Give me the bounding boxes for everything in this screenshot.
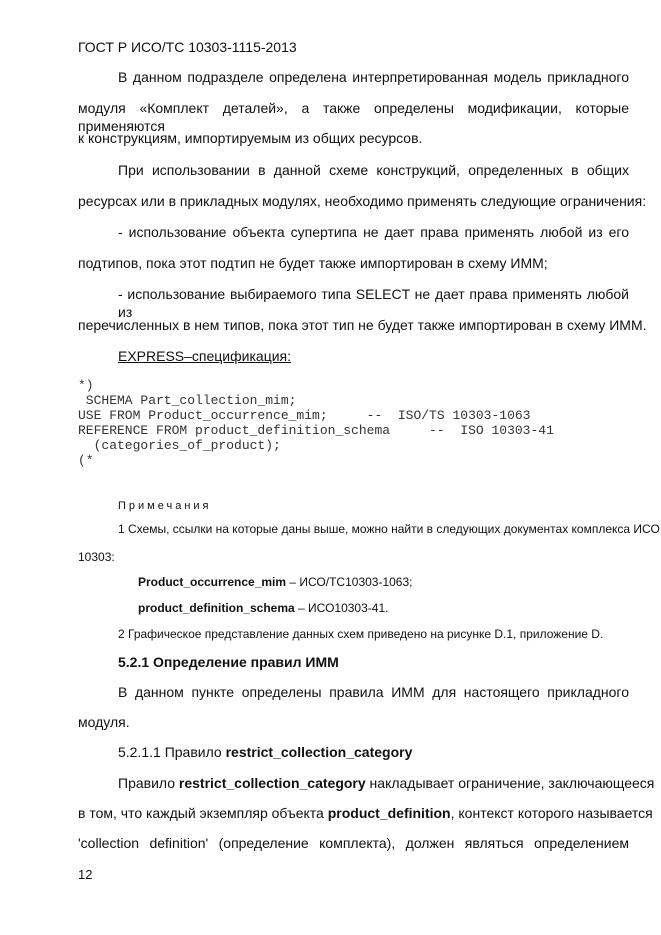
text-run: накладывает ограничение, заключающееся xyxy=(365,775,655,791)
express-heading: EXPRESS–спецификация: xyxy=(118,348,291,364)
list-item-line: - использование объекта супертипа не дает права применять любой из его xyxy=(118,224,629,240)
paragraph-line: ресурсах или в прикладных модулях, необходимо применять следующие ограничения: xyxy=(78,193,647,209)
text-run: , контекст которого называется xyxy=(450,805,653,821)
list-item-line: - использование выбираемого типа SELECT не дает права применять любой из xyxy=(118,286,629,320)
paragraph-line xyxy=(78,804,653,822)
rule-name: restrict_collection_category xyxy=(225,744,413,760)
entity-name: product_definition xyxy=(327,805,451,821)
paragraph-line xyxy=(118,774,654,792)
code-line: USE FROM Product_occurrence_mim; -- ISO/TS 10303-1063 xyxy=(78,408,531,423)
note-line: 1 Схемы, ссылки на которые даны выше, можно найти в следующих документах комплекса ИСО xyxy=(118,522,660,536)
page-number: 12 xyxy=(78,867,93,882)
code-line: *) xyxy=(78,378,94,393)
list-item-line: перечисленных в нем типов, пока этот тип не будет также импортирован в схему ИММ. xyxy=(78,317,647,333)
heading-prefix: 5.2.1.1 Правило xyxy=(118,744,226,760)
subsection-heading xyxy=(118,743,412,761)
reference-schema-name: product_definition_schema xyxy=(138,601,295,615)
reference-document: – ИСО10303-41. xyxy=(294,601,389,615)
notes-title: Примечания xyxy=(118,500,212,512)
paragraph-line: модуля. xyxy=(78,714,130,730)
reference-schema-name: Product_occurrence_mim xyxy=(138,575,287,589)
code-line: SCHEMA Part_collection_mim; xyxy=(78,393,297,408)
code-line: (* xyxy=(78,453,94,468)
rule-name: restrict_collection_category xyxy=(178,775,366,791)
note-line: 2 Графическое представление данных схем приведено на рисунке D.1, приложение D. xyxy=(118,627,604,641)
text-run: Правило xyxy=(118,775,179,791)
code-line: REFERENCE FROM product_definition_schema -- ISO 10303-41 xyxy=(78,423,554,438)
paragraph-line: к конструкциям, импортируемым из общих ресурсов. xyxy=(78,130,423,146)
paragraph-line: При использовании в данной схеме конструкций, определенных в общих xyxy=(118,162,629,178)
list-item-line: подтипов, пока этот подтип не будет также импортирован в схему ИММ; xyxy=(78,255,548,271)
paragraph-line: В данном пункте определены правила ИММ для настоящего прикладного xyxy=(118,684,629,700)
document-header: ГОСТ Р ИСО/ТС 10303-1115-2013 xyxy=(78,39,297,55)
text-run: в том, что каждый экземпляр объекта xyxy=(78,805,328,821)
code-line: (categories_of_product); xyxy=(78,438,281,453)
paragraph-line: В данном подразделе определена интерпретированная модель прикладного xyxy=(118,69,629,85)
paragraph-line: модуля «Комплект деталей», а также определены модификации, которые применяются xyxy=(78,100,629,134)
paragraph-line: 'collection definition' (определение комплекта), должен являться определением xyxy=(78,835,629,851)
note-reference xyxy=(138,573,413,591)
section-heading: 5.2.1 Определение правил ИММ xyxy=(118,654,339,670)
note-line: 10303: xyxy=(78,550,115,564)
reference-document: – ИСО/ТС10303-1063; xyxy=(286,575,413,589)
note-reference xyxy=(138,599,388,617)
